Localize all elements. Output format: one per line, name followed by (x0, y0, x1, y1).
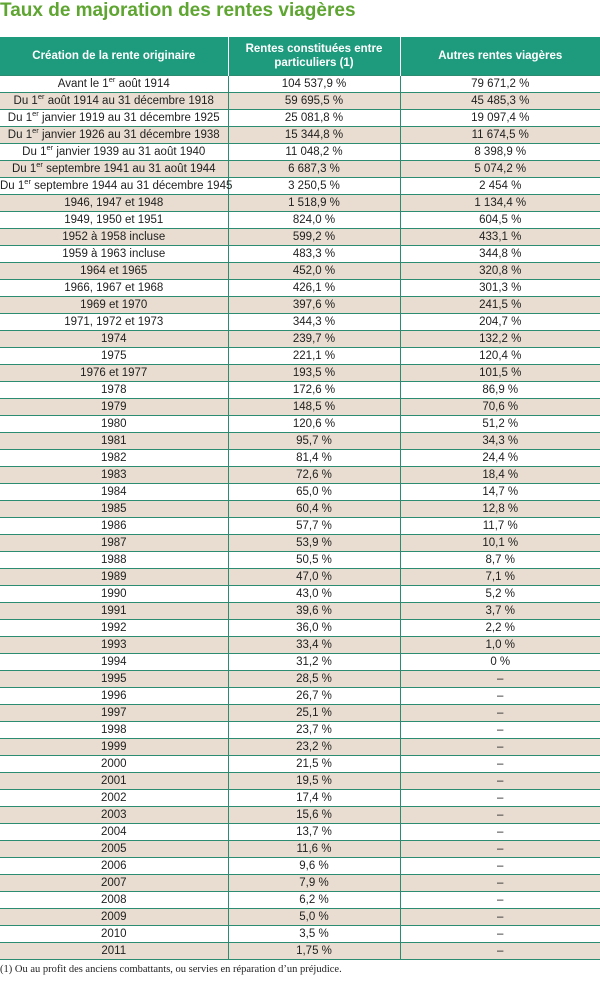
cell-autres: 51,2 % (400, 416, 600, 433)
cell-particuliers: 9,6 % (228, 858, 400, 875)
cell-autres: 7,1 % (400, 569, 600, 586)
cell-autres: 433,1 % (400, 229, 600, 246)
cell-autres: 24,4 % (400, 450, 600, 467)
cell-particuliers: 120,6 % (228, 416, 400, 433)
cell-particuliers: 65,0 % (228, 484, 400, 501)
cell-autres: – (400, 892, 600, 909)
table-row (0, 161, 600, 178)
cell-autres: 70,6 % (400, 399, 600, 416)
cell-period: 1988 (0, 552, 228, 569)
cell-autres: – (400, 790, 600, 807)
cell-autres: 12,8 % (400, 501, 600, 518)
cell-autres: – (400, 943, 600, 960)
cell-period: 1964 et 1965 (0, 263, 228, 280)
cell-particuliers: 25,1 % (228, 705, 400, 722)
footnote: (1) Ou au profit des anciens combattants, ou servies en réparation d’un préjudice. (0, 964, 342, 975)
cell-particuliers: 39,6 % (228, 603, 400, 620)
cell-period: 2003 (0, 807, 228, 824)
cell-particuliers: 483,3 % (228, 246, 400, 263)
table-row (0, 280, 600, 297)
cell-particuliers: 6,2 % (228, 892, 400, 909)
cell-particuliers: 50,5 % (228, 552, 400, 569)
cell-autres: 8,7 % (400, 552, 600, 569)
cell-particuliers: 33,4 % (228, 637, 400, 654)
table-row (0, 569, 600, 586)
cell-period: 1974 (0, 331, 228, 348)
cell-period: 1998 (0, 722, 228, 739)
cell-period: Du 1er septembre 1941 au 31 août 1944 (0, 161, 228, 178)
cell-autres: – (400, 773, 600, 790)
cell-period: 1978 (0, 382, 228, 399)
cell-particuliers: 11,6 % (228, 841, 400, 858)
cell-period: 1989 (0, 569, 228, 586)
table-row (0, 178, 600, 195)
table-row (0, 331, 600, 348)
cell-period: 1992 (0, 620, 228, 637)
cell-period: Du 1er septembre 1944 au 31 décembre 1945 (0, 178, 228, 195)
cell-autres: 241,5 % (400, 297, 600, 314)
cell-particuliers: 81,4 % (228, 450, 400, 467)
table-row (0, 756, 600, 773)
table-row (0, 127, 600, 144)
cell-period: 1986 (0, 518, 228, 535)
cell-particuliers: 31,2 % (228, 654, 400, 671)
cell-autres: 10,1 % (400, 535, 600, 552)
table-row (0, 263, 600, 280)
table-row (0, 93, 600, 110)
cell-particuliers: 47,0 % (228, 569, 400, 586)
cell-period: 1984 (0, 484, 228, 501)
cell-particuliers: 95,7 % (228, 433, 400, 450)
table-row (0, 654, 600, 671)
cell-period: 2004 (0, 824, 228, 841)
table-row (0, 467, 600, 484)
cell-particuliers: 17,4 % (228, 790, 400, 807)
table-row (0, 314, 600, 331)
cell-autres: 19 097,4 % (400, 110, 600, 127)
cell-particuliers: 59 695,5 % (228, 93, 400, 110)
cell-autres: 8 398,9 % (400, 144, 600, 161)
cell-particuliers: 397,6 % (228, 297, 400, 314)
cell-period: 1980 (0, 416, 228, 433)
cell-particuliers: 221,1 % (228, 348, 400, 365)
cell-period: 1999 (0, 739, 228, 756)
cell-autres: – (400, 722, 600, 739)
cell-autres: – (400, 875, 600, 892)
table-row (0, 858, 600, 875)
cell-autres: – (400, 705, 600, 722)
table-header-row (0, 37, 600, 76)
cell-period: 1969 et 1970 (0, 297, 228, 314)
cell-autres: 3,7 % (400, 603, 600, 620)
cell-particuliers: 28,5 % (228, 671, 400, 688)
cell-particuliers: 53,9 % (228, 535, 400, 552)
cell-period: Avant le 1er août 1914 (0, 76, 228, 93)
cell-particuliers: 599,2 % (228, 229, 400, 246)
table-row (0, 416, 600, 433)
cell-particuliers: 72,6 % (228, 467, 400, 484)
cell-period: 1997 (0, 705, 228, 722)
table-row (0, 620, 600, 637)
table-row (0, 688, 600, 705)
cell-autres: – (400, 841, 600, 858)
cell-autres: – (400, 824, 600, 841)
cell-autres: 2,2 % (400, 620, 600, 637)
cell-autres: 604,5 % (400, 212, 600, 229)
table-row (0, 773, 600, 790)
cell-period: 2000 (0, 756, 228, 773)
cell-autres: 86,9 % (400, 382, 600, 399)
table-row (0, 892, 600, 909)
cell-autres: 79 671,2 % (400, 76, 600, 93)
cell-period: 2005 (0, 841, 228, 858)
table-row (0, 552, 600, 569)
cell-particuliers: 452,0 % (228, 263, 400, 280)
cell-particuliers: 15 344,8 % (228, 127, 400, 144)
cell-period: 1987 (0, 535, 228, 552)
cell-autres: – (400, 909, 600, 926)
cell-autres: – (400, 926, 600, 943)
cell-period: 2001 (0, 773, 228, 790)
cell-period: 2008 (0, 892, 228, 909)
table-row (0, 586, 600, 603)
table-row (0, 484, 600, 501)
cell-particuliers: 36,0 % (228, 620, 400, 637)
cell-period: 2002 (0, 790, 228, 807)
table-row (0, 841, 600, 858)
table-row (0, 229, 600, 246)
cell-period: Du 1er janvier 1919 au 31 décembre 1925 (0, 110, 228, 127)
cell-particuliers: 344,3 % (228, 314, 400, 331)
table-row (0, 926, 600, 943)
cell-particuliers: 26,7 % (228, 688, 400, 705)
cell-autres: 45 485,3 % (400, 93, 600, 110)
cell-period: 1983 (0, 467, 228, 484)
cell-period: Du 1er janvier 1926 au 31 décembre 1938 (0, 127, 228, 144)
header-particuliers: Rentes constituées entre particuliers (1) (228, 37, 400, 76)
cell-particuliers: 23,7 % (228, 722, 400, 739)
cell-autres: 344,8 % (400, 246, 600, 263)
table-row (0, 297, 600, 314)
cell-autres: 5,2 % (400, 586, 600, 603)
cell-autres: – (400, 688, 600, 705)
cell-particuliers: 7,9 % (228, 875, 400, 892)
cell-particuliers: 1,75 % (228, 943, 400, 960)
cell-particuliers: 3,5 % (228, 926, 400, 943)
cell-particuliers: 172,6 % (228, 382, 400, 399)
cell-autres: 2 454 % (400, 178, 600, 195)
cell-period: 2009 (0, 909, 228, 926)
table-row (0, 807, 600, 824)
cell-autres: 14,7 % (400, 484, 600, 501)
cell-period: 1976 et 1977 (0, 365, 228, 382)
cell-period: 2010 (0, 926, 228, 943)
cell-particuliers: 426,1 % (228, 280, 400, 297)
cell-period: 1959 à 1963 incluse (0, 246, 228, 263)
table-row (0, 433, 600, 450)
table-row (0, 875, 600, 892)
cell-particuliers: 15,6 % (228, 807, 400, 824)
cell-period: 1990 (0, 586, 228, 603)
table-row (0, 637, 600, 654)
cell-autres: – (400, 756, 600, 773)
cell-autres: 204,7 % (400, 314, 600, 331)
table-row (0, 246, 600, 263)
cell-particuliers: 824,0 % (228, 212, 400, 229)
cell-period: 1966, 1967 et 1968 (0, 280, 228, 297)
cell-particuliers: 13,7 % (228, 824, 400, 841)
cell-autres: 5 074,2 % (400, 161, 600, 178)
table-row (0, 399, 600, 416)
cell-period: 1981 (0, 433, 228, 450)
table-row (0, 535, 600, 552)
cell-autres: – (400, 671, 600, 688)
cell-period: 1994 (0, 654, 228, 671)
table-row (0, 909, 600, 926)
cell-autres: 0 % (400, 654, 600, 671)
cell-autres: – (400, 858, 600, 875)
table-row (0, 195, 600, 212)
table-row (0, 671, 600, 688)
cell-period: 1975 (0, 348, 228, 365)
cell-period: 1985 (0, 501, 228, 518)
cell-autres: 11,7 % (400, 518, 600, 535)
cell-autres: 120,4 % (400, 348, 600, 365)
cell-period: 1991 (0, 603, 228, 620)
cell-particuliers: 104 537,9 % (228, 76, 400, 93)
cell-particuliers: 23,2 % (228, 739, 400, 756)
cell-particuliers: 193,5 % (228, 365, 400, 382)
cell-period: 1996 (0, 688, 228, 705)
cell-autres: 18,4 % (400, 467, 600, 484)
cell-period: Du 1er août 1914 au 31 décembre 1918 (0, 93, 228, 110)
cell-particuliers: 11 048,2 % (228, 144, 400, 161)
table-row (0, 739, 600, 756)
cell-period: 1952 à 1958 incluse (0, 229, 228, 246)
header-creation: Création de la rente originaire (0, 37, 228, 76)
cell-particuliers: 3 250,5 % (228, 178, 400, 195)
table-row (0, 943, 600, 960)
cell-period: 2006 (0, 858, 228, 875)
cell-period: 2007 (0, 875, 228, 892)
cell-particuliers: 57,7 % (228, 518, 400, 535)
cell-autres: 34,3 % (400, 433, 600, 450)
page-title: Taux de majoration des rentes viagères (0, 0, 356, 21)
cell-particuliers: 148,5 % (228, 399, 400, 416)
header-autres: Autres rentes viagères (400, 37, 600, 76)
cell-period: 1979 (0, 399, 228, 416)
cell-period: 1946, 1947 et 1948 (0, 195, 228, 212)
cell-particuliers: 25 081,8 % (228, 110, 400, 127)
cell-autres: 11 674,5 % (400, 127, 600, 144)
table-row (0, 450, 600, 467)
table-row (0, 722, 600, 739)
cell-period: 1982 (0, 450, 228, 467)
table-row (0, 365, 600, 382)
cell-autres: 132,2 % (400, 331, 600, 348)
cell-period: 1949, 1950 et 1951 (0, 212, 228, 229)
table-row (0, 382, 600, 399)
table-row (0, 790, 600, 807)
table-row (0, 501, 600, 518)
cell-period: 2011 (0, 943, 228, 960)
cell-autres: 101,5 % (400, 365, 600, 382)
table-row (0, 76, 600, 93)
rates-table (0, 37, 600, 960)
cell-period: Du 1er janvier 1939 au 31 août 1940 (0, 144, 228, 161)
cell-particuliers: 239,7 % (228, 331, 400, 348)
cell-particuliers: 43,0 % (228, 586, 400, 603)
cell-period: 1995 (0, 671, 228, 688)
cell-particuliers: 6 687,3 % (228, 161, 400, 178)
cell-particuliers: 60,4 % (228, 501, 400, 518)
cell-autres: – (400, 739, 600, 756)
table-row (0, 212, 600, 229)
table-row (0, 110, 600, 127)
table-row (0, 824, 600, 841)
cell-period: 1993 (0, 637, 228, 654)
cell-period: 1971, 1972 et 1973 (0, 314, 228, 331)
table-row (0, 603, 600, 620)
cell-particuliers: 19,5 % (228, 773, 400, 790)
cell-autres: 1,0 % (400, 637, 600, 654)
cell-particuliers: 5,0 % (228, 909, 400, 926)
table-row (0, 705, 600, 722)
cell-autres: – (400, 807, 600, 824)
table-row (0, 518, 600, 535)
cell-particuliers: 1 518,9 % (228, 195, 400, 212)
table-row (0, 348, 600, 365)
cell-autres: 301,3 % (400, 280, 600, 297)
cell-autres: 1 134,4 % (400, 195, 600, 212)
table-row (0, 144, 600, 161)
cell-autres: 320,8 % (400, 263, 600, 280)
cell-particuliers: 21,5 % (228, 756, 400, 773)
